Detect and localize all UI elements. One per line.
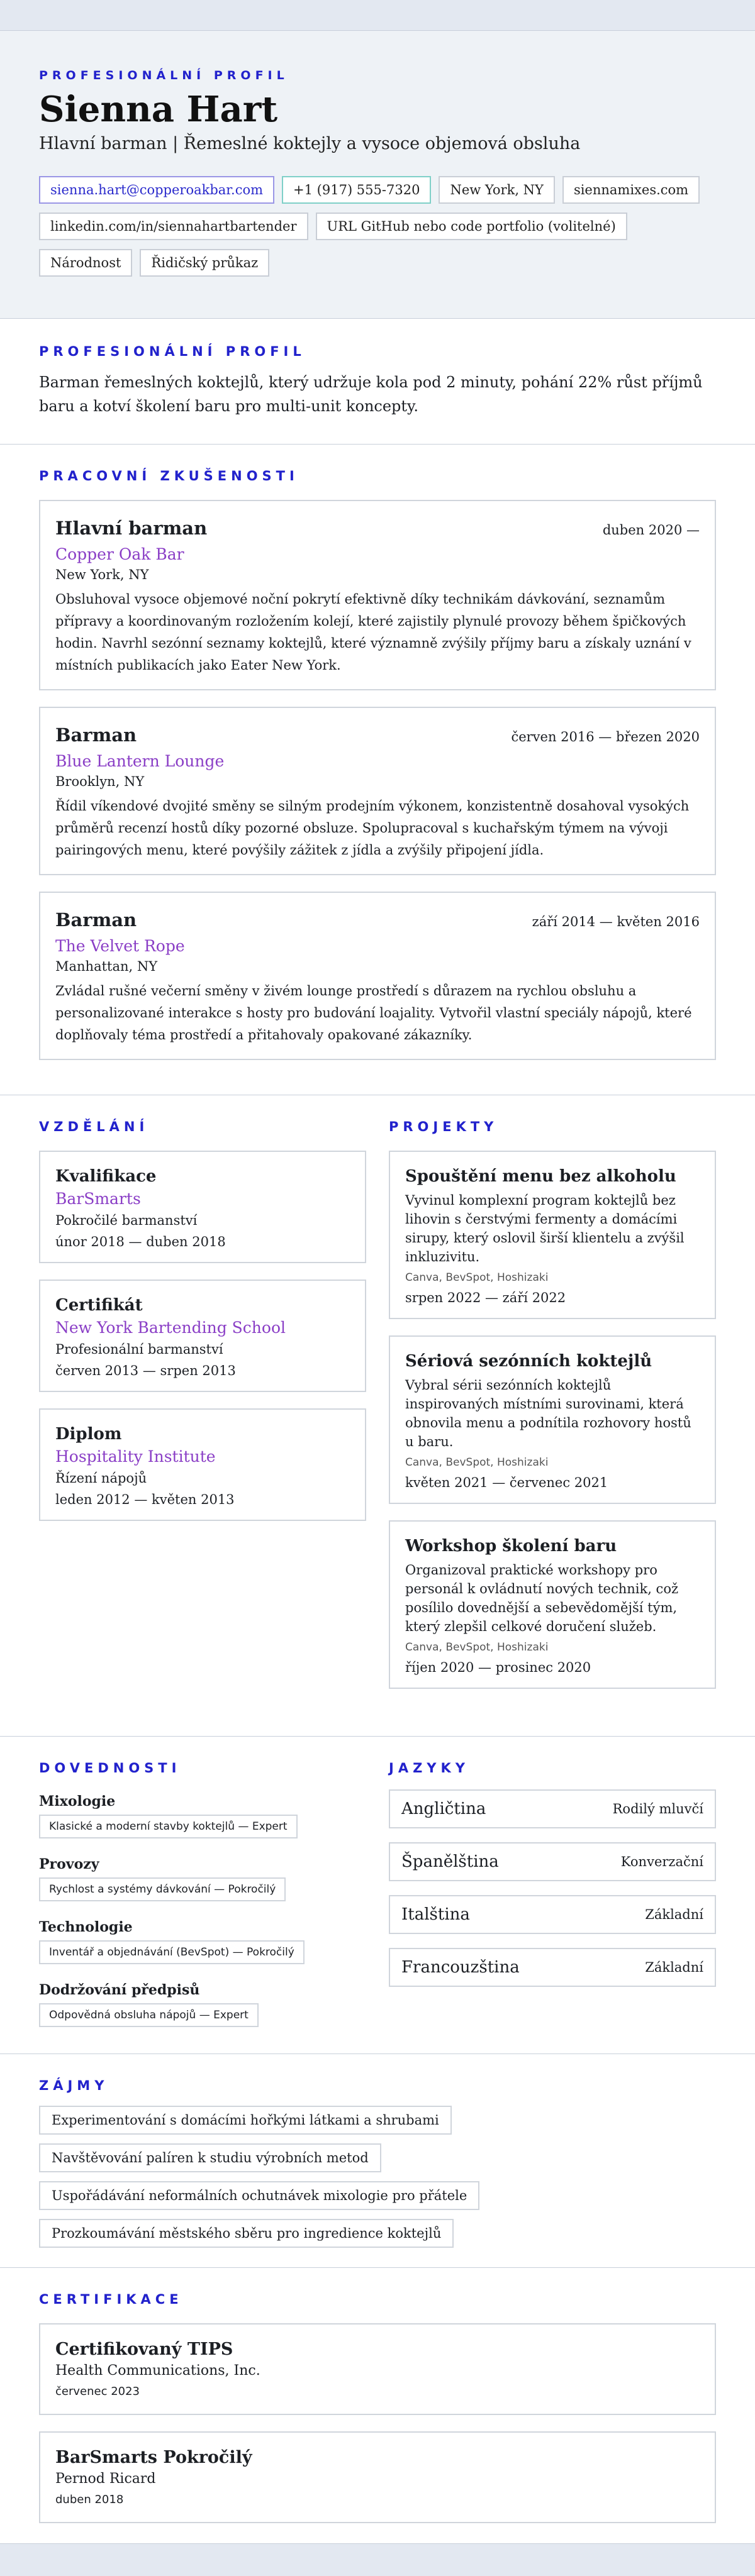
github-link[interactable]: URL GitHub nebo code portfolio (volitelné) [316,213,627,240]
project-tech: Canva, BevSpot, Hoshizaki [405,1271,549,1284]
certification-issuer: Health Communications, Inc. [55,2363,260,2379]
phone-link[interactable]: +1 (917) 555-7320 [282,176,431,204]
education-title: VZDĚLÁNÍ [39,1119,149,1134]
certifications-section [0,2268,755,2523]
skill-category: Dodržování předpisů [39,1982,200,1998]
education-degree: Diplom [55,1425,122,1444]
project-date: srpen 2022 — září 2022 [405,1290,566,1305]
skills-title: DOVEDNOSTI [39,1761,181,1776]
license-chip: Řidičský průkaz [140,249,269,277]
location-chip: New York, NY [439,176,555,204]
education-field: Řízení nápojů [55,1471,147,1486]
language-item [389,1895,716,1934]
summary-section [0,319,755,445]
project-date: květen 2021 — červenec 2021 [405,1475,608,1490]
interest-chip: Prozkoumávání městského sběru pro ingredience koktejlů [39,2219,454,2248]
projects-column [389,1119,716,1736]
education-projects-section [0,1095,755,1737]
job-description: Řídil víkendové dvojité směny se silným prodejním výkonem, konzistentně dosahoval vysokých průměrů recenzí hostů díky pozorné obsluze. Spolupracoval s kuchařským týmem na vývoji pairingových menu, které povýšily zážitek z jídla a zvýšily připojení jídla. [55,799,690,858]
job-location: Brooklyn, NY [55,774,145,789]
language-item [389,1842,716,1881]
candidate-name: Sienna Hart [39,89,278,130]
certification-title: BarSmarts Pokročilý [55,2448,252,2467]
job-description: Zvládal rušné večerní směny v živém lounge prostředí s důrazem na rychlou obsluhu a personalizované interakce s hosty pro budování loajality. Vytvořil vlastní speciály nápojů, které doplňovaly téma prostředí a přitahovaly opakované zákazníky. [55,983,692,1042]
education-school: New York Bartending School [55,1318,286,1337]
language-level: Rodilý mluvčí [612,1801,703,1816]
interest-chip: Experimentování s domácími hořkými látkami a shrubami [39,2106,452,2135]
skill-chip: Inventář a objednávání (BevSpot) — Pokročilý [39,1940,305,1964]
summary-text: Barman řemeslných koktejlů, který udržuje kola pod 2 minuty, pohání 22% růst příjmů baru a kotví školení baru pro multi-unit koncepty. [39,373,703,415]
interest-chip: Navštěvování palíren k studiu výrobních metod [39,2143,381,2172]
job-card [39,707,716,875]
job-card [39,892,716,1060]
skills-languages-section [0,1737,755,2054]
language-level: Konverzační [620,1854,703,1869]
nationality-chip: Národnost [39,249,132,277]
job-company: The Velvet Rope [55,937,185,955]
resume-sheet [0,30,755,2544]
candidate-tagline: Hlavní barman | Řemeslné koktejly a vysoce objemová obsluha [39,134,581,153]
experience-title: PRACOVNÍ ZKUŠENOSTI [39,468,299,484]
education-school: Hospitality Institute [55,1447,216,1466]
header-eyebrow: PROFESIONÁLNÍ PROFIL [39,69,289,82]
project-card [389,1151,716,1319]
skill-group [39,1982,366,2027]
email-link[interactable]: sienna.hart@copperoakbar.com [39,176,274,204]
language-name: Španělština [401,1852,499,1871]
education-field: Pokročilé barmanství [55,1213,198,1228]
education-card [39,1151,366,1263]
website-link[interactable]: siennamixes.com [562,176,700,204]
education-field: Profesionální barmanství [55,1342,223,1357]
experience-section [0,445,755,1095]
education-degree: Kvalifikace [55,1167,157,1186]
skill-group [39,1919,366,1964]
skills-column [39,1761,366,2054]
project-description: Vyvinul komplexní program koktejlů bez lihovin s čerstvými fermenty a domácími sirupy, který oslovil širší klientelu a zvýšil inkluzivitu. [405,1193,685,1264]
project-tech: Canva, BevSpot, Hoshizaki [405,1456,549,1469]
job-card [39,500,716,690]
education-column [39,1119,366,1736]
projects-title: PROJEKTY [389,1119,498,1134]
job-date: červen 2016 — březen 2020 [511,729,700,744]
interests-section [0,2054,755,2268]
certifications-title: CERTIFIKACE [39,2292,183,2307]
certification-title: Certifikovaný TIPS [55,2340,233,2359]
language-name: Francouzština [401,1958,520,1977]
resume-header [0,31,755,319]
education-card [39,1408,366,1521]
certification-issuer: Pernod Ricard [55,2471,156,2487]
job-location: Manhattan, NY [55,959,158,974]
skill-chip: Odpovědná obsluha nápojů — Expert [39,2003,259,2027]
project-card [389,1335,716,1504]
job-company: Copper Oak Bar [55,545,184,563]
skill-group [39,1856,366,1901]
language-level: Základní [645,1907,703,1922]
project-tech: Canva, BevSpot, Hoshizaki [405,1641,549,1654]
education-card [39,1280,366,1392]
project-description: Organizoval praktické workshopy pro personál k ovládnutí nových technik, což posílilo dovednější a sebevědomější tým, který zlepšil celkové doručení služeb. [405,1562,679,1634]
project-title: Spouštění menu bez alkoholu [405,1167,676,1186]
project-title: Sériová sezónních koktejlů [405,1352,652,1371]
project-card [389,1520,716,1689]
skill-chip: Klasické a moderní stavby koktejlů — Expert [39,1815,298,1838]
interests-title: ZÁJMY [39,2078,109,2093]
certification-date: červenec 2023 [55,2385,140,2398]
languages-title: JAZYKY [389,1761,469,1776]
job-date: září 2014 — květen 2016 [532,914,700,929]
education-date: leden 2012 — květen 2013 [55,1492,235,1507]
interest-chip: Uspořádávání neformálních ochutnávek mixologie pro přátele [39,2181,479,2210]
project-description: Vybral sérii sezónních koktejlů inspirovaných místními surovinami, která obnovila menu a podnítila rozhovory hostů u baru. [405,1378,691,1449]
language-item [389,1948,716,1987]
job-title: Barman [55,909,137,931]
education-date: červen 2013 — srpen 2013 [55,1363,236,1378]
language-level: Základní [645,1960,703,1975]
skill-category: Technologie [39,1919,133,1935]
contact-chips [39,176,719,277]
project-date: říjen 2020 — prosinec 2020 [405,1660,591,1675]
certification-card [39,2431,716,2523]
skill-chip: Rychlost a systémy dávkování — Pokročilý [39,1877,286,1901]
language-name: Angličtina [401,1799,486,1818]
certification-date: duben 2018 [55,2493,124,2506]
skill-category: Provozy [39,1856,99,1872]
job-title: Hlavní barman [55,517,208,539]
language-name: Italština [401,1905,470,1924]
skill-category: Mixologie [39,1793,116,1810]
languages-column [389,1761,716,2054]
language-item [389,1789,716,1828]
job-location: New York, NY [55,567,149,582]
education-date: únor 2018 — duben 2018 [55,1234,226,1249]
education-school: BarSmarts [55,1190,141,1208]
certification-card [39,2323,716,2415]
job-date: duben 2020 — [602,522,700,538]
education-degree: Certifikát [55,1296,143,1315]
job-title: Barman [55,724,137,746]
skill-group [39,1793,366,1838]
summary-title: PROFESIONÁLNÍ PROFIL [39,344,306,359]
job-description: Obsluhoval vysoce objemové noční pokrytí efektivně díky technikám dávkování, seznamům přípravy a koordinovaným rozložením kolejí, které zajistily plynulé provozy během špičkových hodin. Navrhl sezónní seznamy koktejlů, které významně zvýšily příjmy baru a získaly uznání v místních publikacích jako Eater New York. [55,592,691,673]
project-title: Workshop školení baru [405,1537,617,1556]
job-company: Blue Lantern Lounge [55,752,225,770]
linkedin-link[interactable]: linkedin.com/in/siennahartbartender [39,213,308,240]
